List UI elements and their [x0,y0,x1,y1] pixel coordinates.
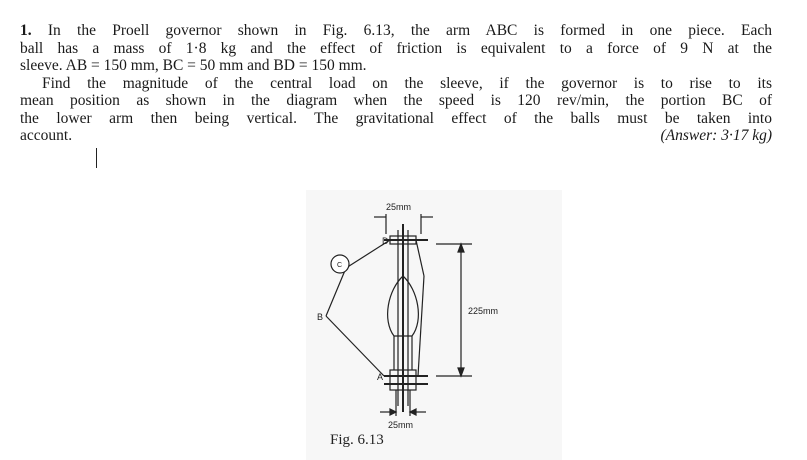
label-a: A [377,372,384,382]
dim-height: 225mm [468,306,499,316]
text-cursor [96,148,97,168]
arm-right-lower [418,276,424,376]
problem-line-1: 1. In the Proell governor shown in Fig. 6.13, the arm ABC is formed in one piece. Each [20,22,773,39]
height-arrow-bottom [458,368,464,376]
label-d: D [382,236,389,246]
problem-line-4: Find the magnitude of the central load on the sleeve, if the governor is to rise to its [42,74,772,92]
problem-line-2: ball has a mass of 1·8 kg and the effect of friction is equivalent to a force of 9 N at the [20,39,772,57]
bottom-arrowhead-left [390,409,396,415]
figure-caption: Fig. 6.13 [330,432,384,448]
answer: (Answer: 3·17 kg) [660,127,772,144]
arm-right-upper [416,240,424,276]
problem-line-5: mean position as shown in the diagram when the speed is 120 rev/min, the portion BC of [20,92,772,109]
problem-line-6: the lower arm then being vertical. The gravitational effect of the balls must be taken into [20,109,772,127]
problem-line-7: account. (Answer: 3·17 kg) [20,127,772,144]
problem-text [20,22,772,145]
governor-diagram [306,190,562,460]
dim-bottom-width: 25mm [388,420,414,430]
problem-line-3: sleeve. AB = 150 mm, BC = 50 mm and BD = 150 mm. [20,57,367,74]
bottom-arrowhead-right [410,409,416,415]
arm-b-a [326,316,384,376]
label-c: C [337,262,343,269]
height-arrow-top [458,244,464,252]
arm-c-b [326,268,346,316]
proell-governor-figure [306,190,562,460]
label-b: B [317,312,324,322]
dim-top-width: 25mm [386,202,412,212]
problem-number: 1. [20,22,32,39]
